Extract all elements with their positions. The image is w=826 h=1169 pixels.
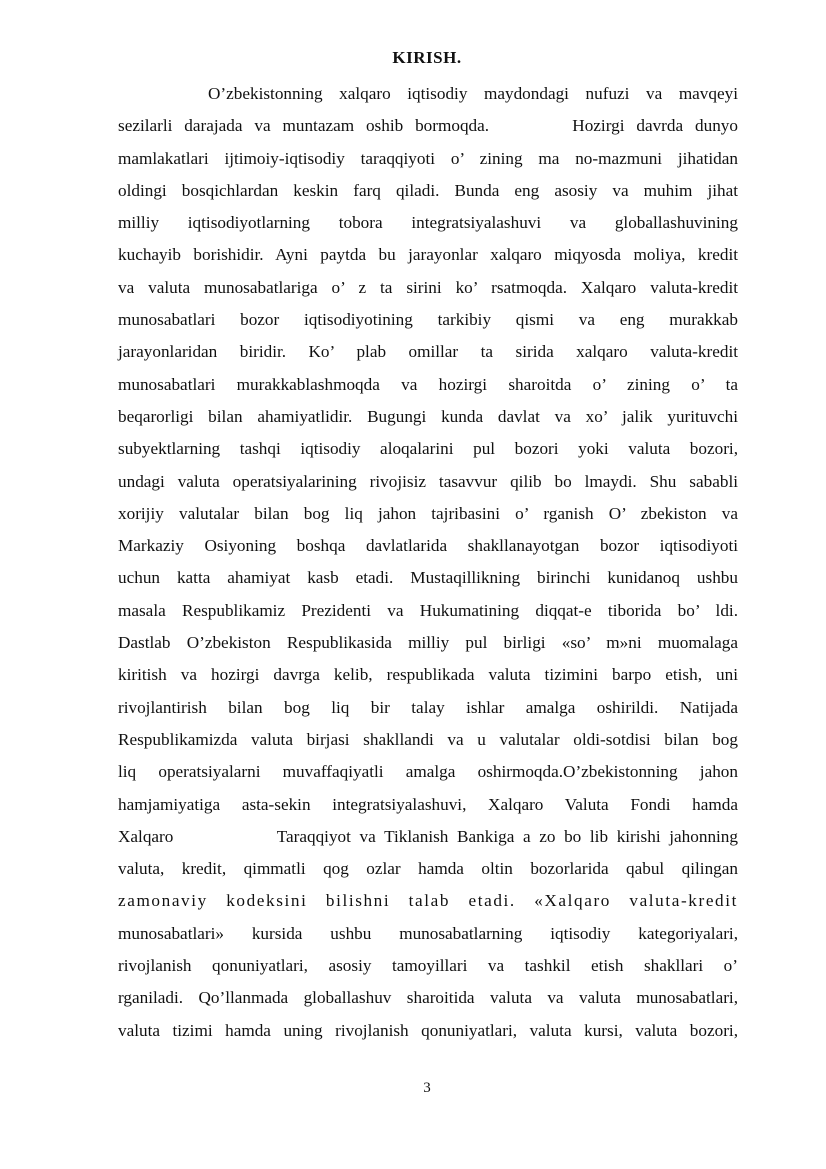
text-line: Respublikamizda valuta birjasi shakllandi va u valutalar oldi-sotdisi bilan bog	[118, 729, 738, 749]
text-line: Dastlab O’zbekiston Respublikasida milliy pul birligi «so’ m»ni muomalaga	[118, 633, 738, 653]
text-line: mamlakatlari ijtimoiy-iqtisodiy taraqqiyoti o’ zining ma no-mazmuni jihatidan	[118, 148, 738, 168]
text-line: milliy iqtisodiyotlarning tobora integratsiyalashuvi va globallashuvining	[118, 213, 738, 233]
text-line: valuta, kredit, qimmatli qog ozlar hamda oltin bozorlarida qabul qilingan	[118, 859, 738, 879]
page-number: 3	[423, 1080, 431, 1096]
text-line: munosabatlari» kursida ushbu munosabatlarning iqtisodiy kategoriyalari,	[118, 923, 738, 943]
text-line: oldingi bosqichlardan keskin farq qiladi. Bunda eng asosiy va muhim jihat	[118, 180, 738, 200]
text-line: munosabatlari bozor iqtisodiyotining tarkibiy qismi va eng murakkab	[118, 310, 738, 330]
text-line: hamjamiyatiga asta-sekin integratsiyalashuvi, Xalqaro Valuta Fondi hamda	[118, 794, 738, 814]
text-line: O’zbekistonning xalqaro iqtisodiy maydondagi nufuzi va mavqeyi	[208, 84, 738, 103]
text-line: rganiladi. Qo’llanmada globallashuv sharoitida valuta va valuta munosabatlari,	[118, 988, 738, 1008]
text-line: beqarorligi bilan ahamiyatlidir. Bugungi kunda davlat va xo’ jalik yurituvchi	[118, 406, 738, 426]
text-line: zamonaviy kodeksini bilishni talab etadi. «Xalqaro valuta-kredit	[118, 891, 738, 911]
text-line: sezilarli darajada va muntazam oshib bormoqda. Hozirgi davrda dunyo	[118, 116, 738, 136]
text-line: munosabatlari murakkablashmoqda va hozirgi sharoitda o’ zining o’ ta	[118, 374, 738, 394]
text-line: subyektlarning tashqi iqtisodiy aloqalarini pul bozori yoki valuta bozori,	[118, 439, 738, 459]
text-line: Xalqaro Taraqqiyot va Tiklanish Bankiga a zo bo lib kirishi jahonning	[118, 826, 738, 846]
text-line: valuta tizimi hamda uning rivojlanish qonuniyatlari, valuta kursi, valuta bozori,	[118, 1020, 738, 1040]
text-line: masala Respublikamiz Prezidenti va Hukumatining diqqat-e tiborida bo’ ldi.	[118, 600, 738, 620]
text-line: kuchayib borishidir. Ayni paytda bu jarayonlar xalqaro miqyosda moliya, kredit	[118, 245, 738, 265]
document-title: KIRISH.	[392, 48, 462, 67]
body-text	[118, 78, 738, 1047]
text-line: kiritish va hozirgi davrga kelib, respublikada valuta tizimini barpo etish, uni	[118, 665, 738, 685]
text-line: va valuta munosabatlariga o’ z ta sirini ko’ rsatmoqda. Xalqaro valuta-kredit	[118, 277, 738, 297]
text-line: Markaziy Osiyoning boshqa davlatlarida shakllanayotgan bozor iqtisodiyoti	[118, 536, 738, 556]
text-line: jarayonlaridan biridir. Ko’ plab omillar ta sirida xalqaro valuta-kredit	[118, 342, 738, 362]
text-line: xorijiy valutalar bilan bog liq jahon tajribasini o’ rganish O’ zbekiston va	[118, 503, 738, 523]
text-line: undagi valuta operatsiyalarining rivojisiz tasavvur qilib bo lmaydi. Shu sababli	[118, 471, 738, 491]
text-line: rivojlanish qonuniyatlari, asosiy tamoyillari va tashkil etish shakllari o’	[118, 956, 738, 976]
text-line: uchun katta ahamiyat kasb etadi. Mustaqillikning birinchi kunidanoq ushbu	[118, 568, 738, 588]
text-line: liq operatsiyalarni muvaffaqiyatli amalga oshirmoqda.O’zbekistonning jahon	[118, 762, 738, 782]
text-line: rivojlantirish bilan bog liq bir talay ishlar amalga oshirildi. Natijada	[118, 697, 738, 717]
